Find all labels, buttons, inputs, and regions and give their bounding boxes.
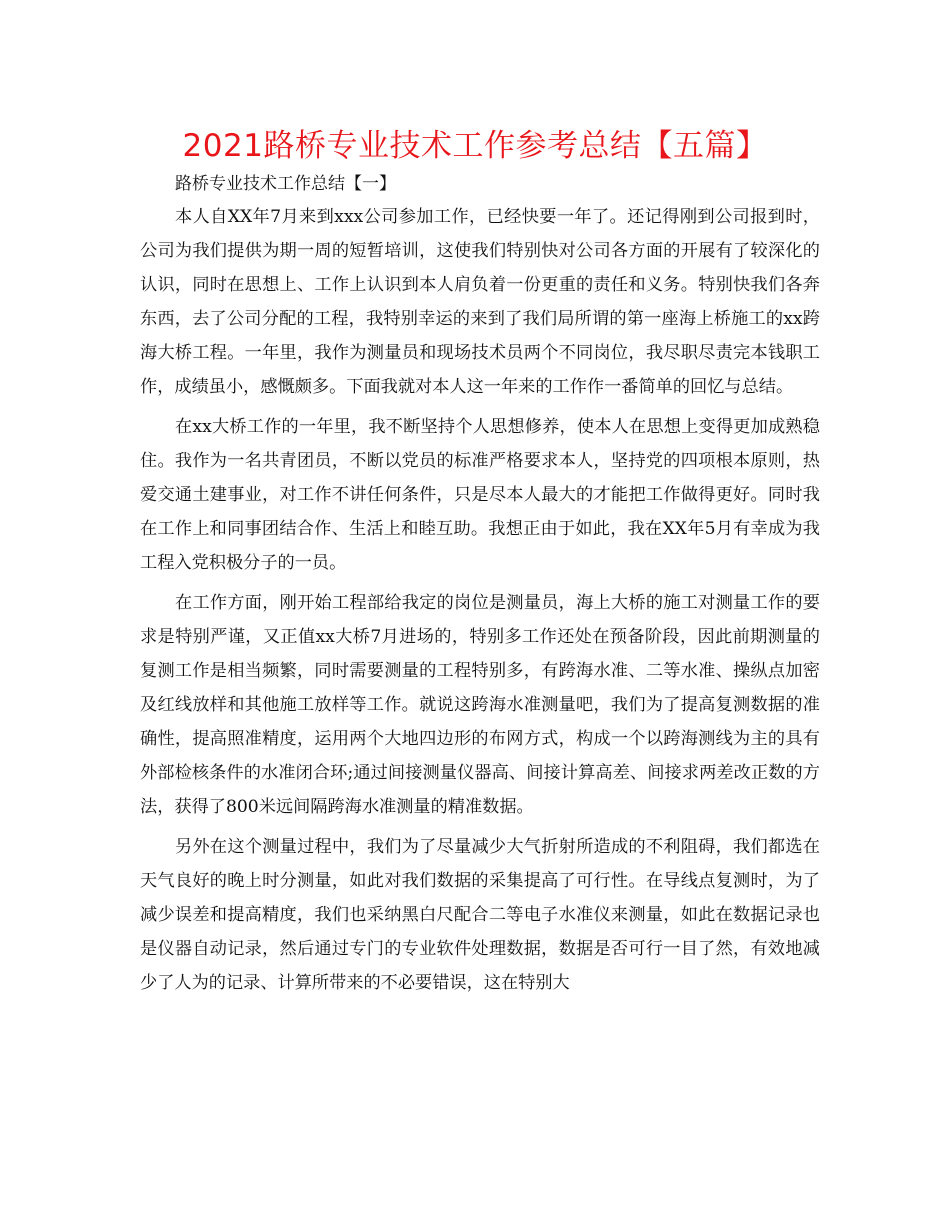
document-body — [140, 200, 820, 1006]
paragraph: 在xx大桥工作的一年里，我不断坚持个人思想修养，使本人在思想上变得更加成熟稳住。我作为一名共青团员，不断以党员的标准严格要求本人，坚持党的四项根本原则，热爱交通土建事业，对工作不讲任何条件，只是尽本人最大的才能把工作做得更好。同时我在工作上和同事团结合作、生活上和睦互助。我想正由于如此，我在XX年5月有幸成为我工程入党积极分子的一员。 — [140, 417, 820, 573]
document-title: 2021路桥专业技术工作参考总结【五篇】 — [182, 128, 768, 164]
section-heading: 路桥专业技术工作总结【一】 — [175, 174, 396, 194]
paragraph: 本人自XX年7月来到xxx公司参加工作，已经快要一年了。还记得刚到公司报到时，公司为我们提供为期一周的短暂培训，这使我们特别快对公司各方面的开展有了较深化的认识，同时在思想上、工作上认识到本人肩负着一份更重的责任和义务。特别快我们各奔东西，去了公司分配的工程，我特别幸运的来到了我们局所谓的第一座海上桥施工的xx跨海大桥工程。一年里，我作为测量员和现场技术员两个不同岗位，我尽职尽责完本钱职工作，成绩虽小，感慨颇多。下面我就对本人这一年来的工作作一番简单的回忆与总结。 — [140, 207, 820, 397]
paragraph: 另外在这个测量过程中，我们为了尽量减少大气折射所造成的不利阻碍，我们都选在天气良好的晚上时分测量，如此对我们数据的采集提高了可行性。在导线点复测时，为了减少误差和提高精度，我们也采纳黑白尺配合二等电子水准仪来测量，如此在数据记录也是仪器自动记录，然后通过专门的专业软件处理数据，数据是否可行一目了然，有效地减少了人为的记录、计算所带来的不必要错误，这在特别大 — [140, 837, 820, 993]
paragraph: 在工作方面，刚开始工程部给我定的岗位是测量员，海上大桥的施工对测量工作的要求是特别严谨，又正值xx大桥7月进场的，特别多工作还处在预备阶段，因此前期测量的复测工作是相当频繁，同时需要测量的工程特别多，有跨海水准、二等水准、操纵点加密及红线放样和其他施工放样等工作。就说这跨海水准测量吧，我们为了提高复测数据的准确性，提高照准精度，运用两个大地四边形的布网方式，构成一个以跨海测线为主的具有外部检核条件的水准闭合环;通过间接测量仪器高、间接计算高差、间接求两差改正数的方法，获得了800米远间隔跨海水准测量的精准数据。 — [140, 593, 820, 817]
